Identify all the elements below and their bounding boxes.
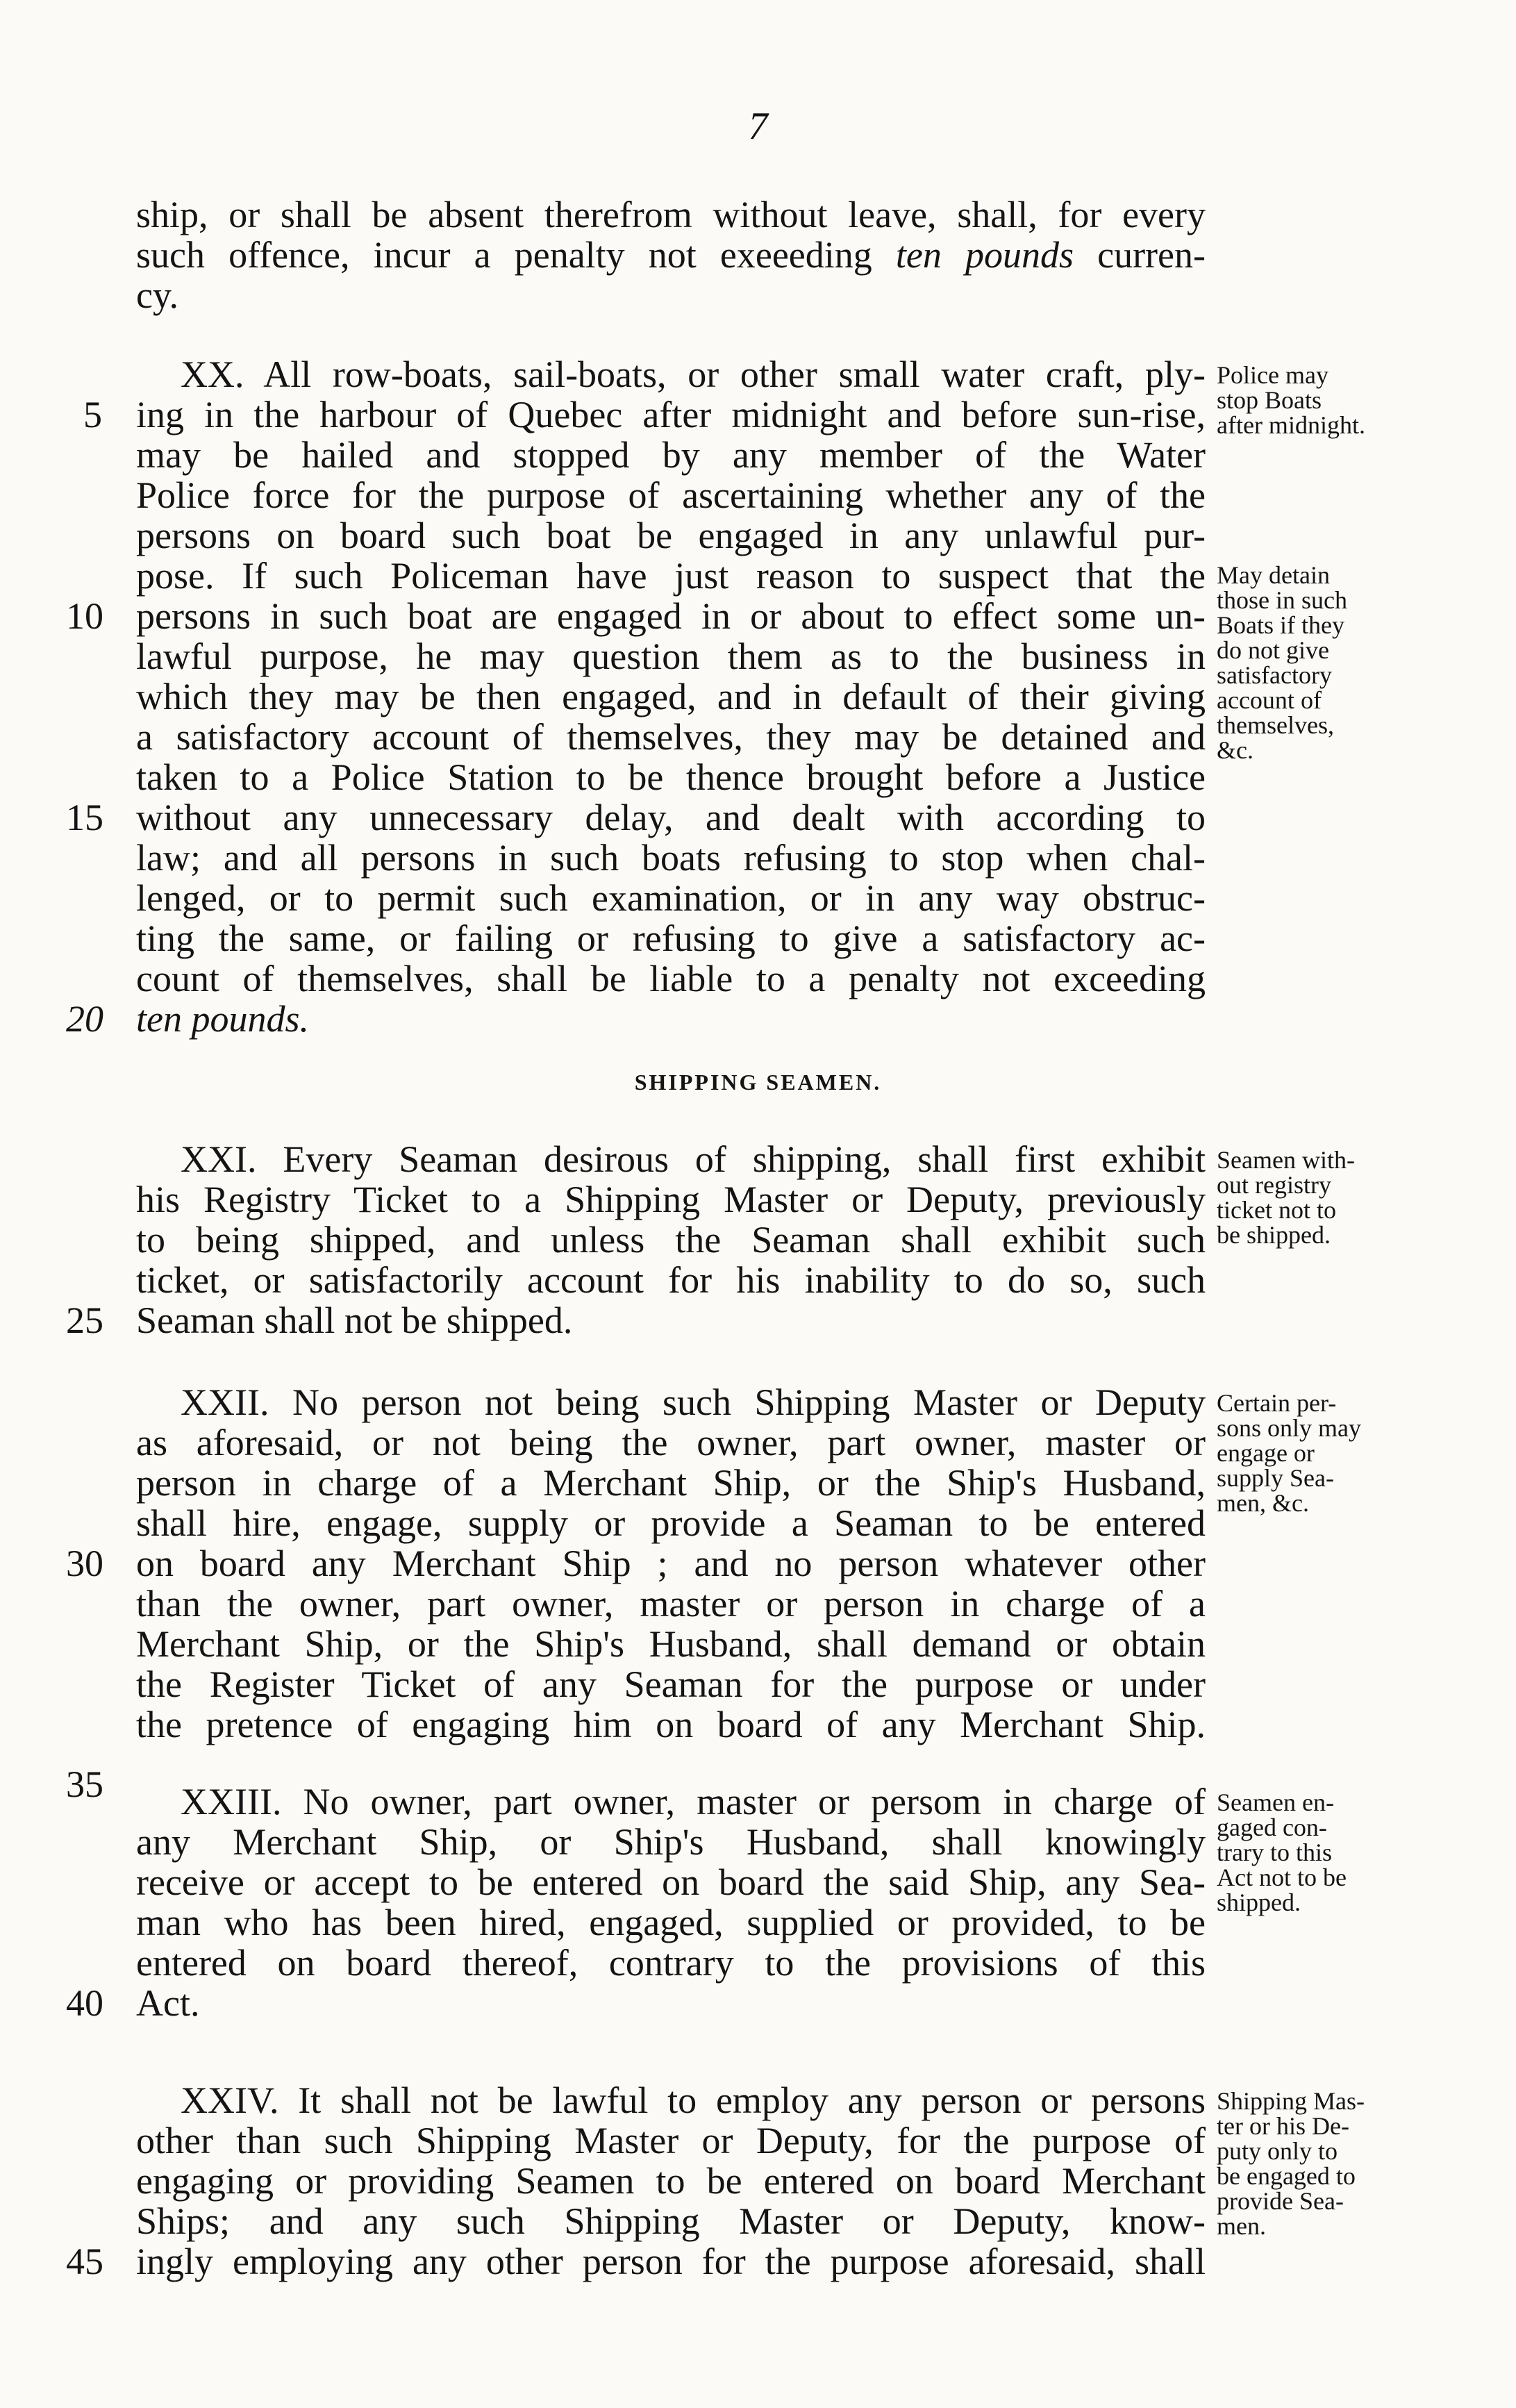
text-line: on board any Merchant Ship ; and no person whatever other — [136, 1543, 1206, 1584]
section-xxiii-first-line: XXIII. No owner, part owner, master or persom in charge of — [181, 1781, 1206, 1822]
text-line: ing in the harbour of Quebec after midnight and before sun-rise, — [136, 394, 1206, 435]
note-line: sons only may — [1217, 1414, 1362, 1442]
text-line: persons on board such boat be engaged in any unlawful pur- — [136, 515, 1206, 556]
section-heading: SHIPPING SEAMEN. — [634, 1070, 882, 1095]
text-line: ticket, or satisfactorily account for his inability to do so, such — [136, 1259, 1206, 1301]
text-line: which they may be then engaged, and in default of their giving — [136, 676, 1206, 717]
line-number: 15 — [66, 797, 103, 838]
text-line: his Registry Ticket to a Shipping Master or Deputy, previously — [136, 1179, 1206, 1220]
margin-note — [1217, 1147, 1425, 1247]
margin-note — [1217, 563, 1425, 763]
note-line: ter or his De- — [1217, 2112, 1349, 2140]
text-line: receive or accept to be entered on board the said Ship, any Sea- — [136, 1861, 1206, 1903]
note-line: satisfactory — [1217, 661, 1332, 689]
note-line: Seamen with- — [1217, 1146, 1355, 1174]
text-span: such offence, incur a penalty not exeeeding — [136, 234, 896, 276]
note-line: puty only to — [1217, 2137, 1338, 2165]
text-line: man who has been hired, engaged, supplied or provided, to be — [136, 1902, 1206, 1943]
text-line: any Merchant Ship, or Ship's Husband, shall knowingly — [136, 1821, 1206, 1863]
section-xx-first-line: XX. All row-boats, sail-boats, or other small water craft, ply- — [181, 354, 1206, 395]
text-line: than the owner, part owner, master or person in charge of a — [136, 1583, 1206, 1625]
line-number: 45 — [66, 2241, 103, 2282]
text-line: pose. If such Policeman have just reason to suspect that the — [136, 555, 1206, 597]
text-line: lenged, or to permit such examination, or in any way obstruc- — [136, 877, 1206, 919]
text-line: the Register Ticket of any Seaman for the purpose or under — [136, 1663, 1206, 1705]
margin-note — [1217, 1790, 1425, 1915]
note-line: after midnight. — [1217, 411, 1365, 439]
text-line: to being shipped, and unless the Seaman shall exhibit such — [136, 1219, 1206, 1261]
line-number: 20 — [66, 998, 103, 1040]
text-line: other than such Shipping Master or Deputy, for the purpose of — [136, 2120, 1206, 2161]
note-line: be engaged to — [1217, 2162, 1356, 2190]
text-line: shall hire, engage, supply or provide a Seaman to be entered — [136, 1502, 1206, 1544]
text-line: engaging or providing Seamen to be entered on board Merchant — [136, 2160, 1206, 2202]
text-line: Act. — [136, 1982, 200, 2024]
note-line: shipped. — [1217, 1888, 1301, 1916]
margin-note — [1217, 1390, 1425, 1516]
section-xxi-first-line: XXI. Every Seaman desirous of shipping, shall first exhibit — [181, 1138, 1206, 1180]
note-line: stop Boats — [1217, 386, 1322, 414]
line-number: 40 — [66, 1982, 103, 2024]
text-line: Merchant Ship, or the Ship's Husband, shall demand or obtain — [136, 1623, 1206, 1665]
line-number: 5 — [83, 394, 102, 435]
note-line: themselves, — [1217, 711, 1334, 739]
text-line: a satisfactory account of themselves, they may be detained and — [136, 716, 1206, 758]
note-line: May detain — [1217, 561, 1330, 589]
margin-note — [1217, 2089, 1425, 2239]
note-line: trary to this — [1217, 1838, 1332, 1866]
note-line: Certain per- — [1217, 1389, 1337, 1417]
text-line: Ships; and any such Shipping Master or Deputy, know- — [136, 2200, 1206, 2242]
text-line: the pretence of engaging him on board of any Merchant Ship. — [136, 1704, 1206, 1745]
text-line: entered on board thereof, contrary to the provisions of this — [136, 1942, 1206, 1984]
line-number: 10 — [66, 595, 103, 637]
text-line: without any unnecessary delay, and dealt with according to — [136, 797, 1206, 838]
text-line: Police force for the purpose of ascertaining whether any of the — [136, 474, 1206, 516]
text-line: ten pounds. — [136, 998, 309, 1040]
note-line: those in such — [1217, 586, 1347, 614]
note-line: be shipped. — [1217, 1221, 1331, 1249]
note-line: supply Sea- — [1217, 1464, 1334, 1492]
text-line: ting the same, or failing or refusing to give a satisfactory ac- — [136, 917, 1206, 959]
note-line: men, &c. — [1217, 1489, 1309, 1517]
note-line: ticket not to — [1217, 1196, 1336, 1224]
italic-text: ten pounds — [895, 234, 1074, 276]
line-number: 25 — [66, 1300, 103, 1341]
note-line: gaged con- — [1217, 1813, 1327, 1841]
text-line: count of themselves, shall be liable to a penalty not exceeding — [136, 958, 1206, 999]
text-line: person in charge of a Merchant Ship, or the Ship's Husband, — [136, 1462, 1206, 1504]
note-line: out registry — [1217, 1171, 1331, 1199]
section-xxiv-first-line: XXIV. It shall not be lawful to employ any person or persons — [181, 2079, 1206, 2121]
line-number: 35 — [66, 1763, 103, 1805]
text-line: as aforesaid, or not being the owner, part owner, master or — [136, 1422, 1206, 1463]
note-line: do not give — [1217, 636, 1329, 664]
text-line: Seaman shall not be shipped. — [136, 1300, 573, 1341]
note-line: Seamen en- — [1217, 1788, 1334, 1816]
text-line — [136, 235, 1206, 275]
text-span: curren- — [1074, 234, 1206, 276]
note-line: men. — [1217, 2212, 1266, 2240]
text-line: taken to a Police Station to be thence brought before a Justice — [136, 756, 1206, 798]
text-line: may be hailed and stopped by any member of the Water — [136, 434, 1206, 476]
note-line: &c. — [1217, 736, 1253, 764]
note-line: Shipping Mas- — [1217, 2087, 1365, 2115]
note-line: account of — [1217, 686, 1322, 714]
note-line: Boats if they — [1217, 611, 1344, 639]
margin-note — [1217, 363, 1425, 438]
text-line: ship, or shall be absent therefrom without leave, shall, for every — [136, 194, 1206, 235]
line-number: 30 — [66, 1543, 103, 1584]
note-line: Act not to be — [1217, 1863, 1347, 1891]
text-line: ingly employing any other person for the purpose aforesaid, shall — [136, 2241, 1206, 2282]
text-line: law; and all persons in such boats refusing to stop when chal- — [136, 837, 1206, 879]
text-line: lawful purpose, he may question them as to the business in — [136, 636, 1206, 677]
text-line: cy. — [136, 274, 178, 316]
section-xxii-first-line: XXII. No person not being such Shipping Master or Deputy — [181, 1381, 1206, 1423]
note-line: Police may — [1217, 361, 1328, 389]
page-number: 7 — [748, 105, 768, 148]
note-line: provide Sea- — [1217, 2187, 1344, 2215]
text-line: persons in such boat are engaged in or about to effect some un- — [136, 595, 1206, 637]
note-line: engage or — [1217, 1439, 1315, 1467]
